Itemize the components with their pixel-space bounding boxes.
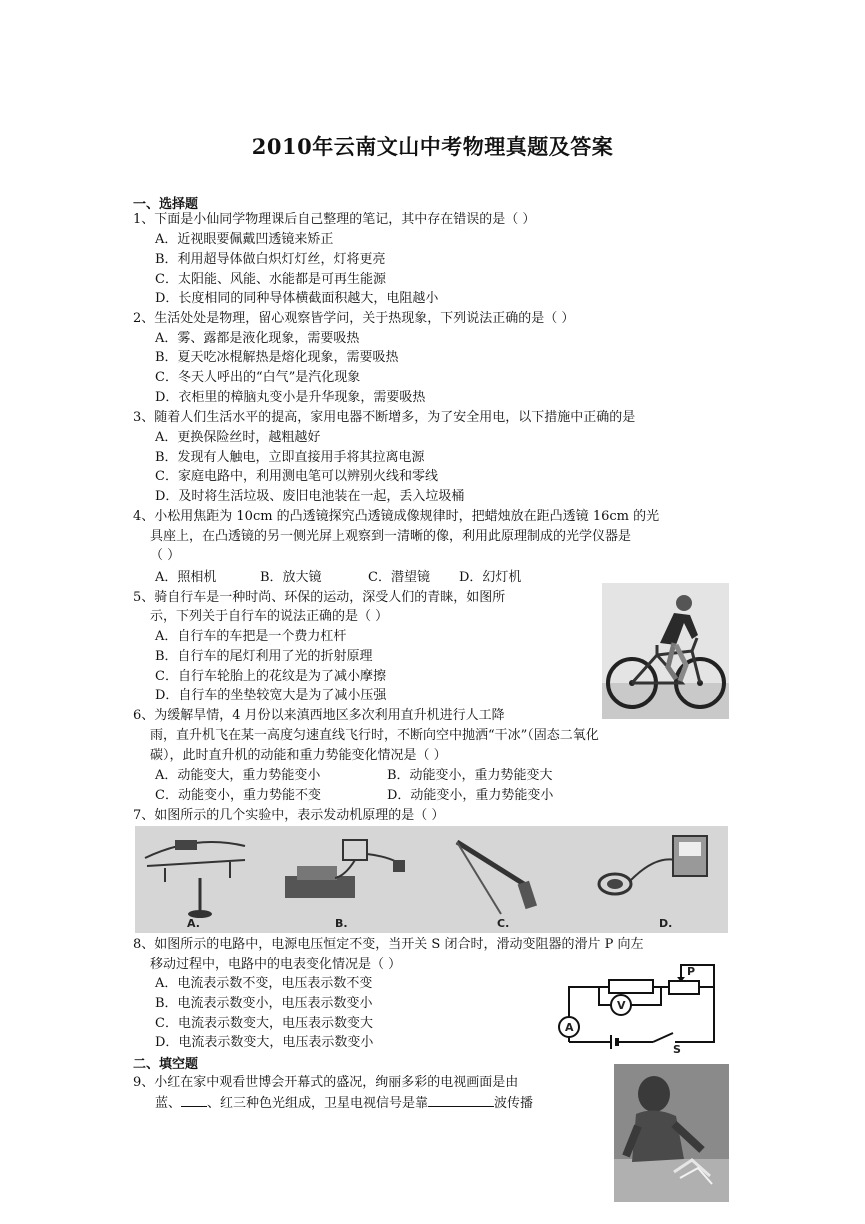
question-9-text-mid: 、红三种色光组成，卫星电视信号是靠: [207, 1096, 429, 1111]
question-4-line-3: （ ）: [150, 548, 181, 563]
circuit-diagram: [549, 957, 729, 1055]
question-6-line-1: 6、为缓解旱情，4 月份以来滇西地区多次利用直升机进行人工降: [133, 708, 505, 723]
experiment-b-label: B.: [335, 917, 348, 930]
question-8-option-c: C．电流表示数变大，电压表示数变大: [155, 1016, 373, 1031]
question-6-line-2: 雨，直升机飞在某一高度匀速直线飞行时，不断向空中抛洒“干冰”（固态二氧化: [150, 728, 599, 743]
question-5-option-a: A．自行车的车把是一个费力杠杆: [155, 629, 347, 644]
question-2-stem: 2、生活处处是物理，留心观察皆学问，关于热现象，下列说法正确的是（ ）: [133, 311, 575, 326]
switch-label: S: [673, 1043, 681, 1055]
section-heading-fill: 二、填空题: [133, 1057, 199, 1072]
question-6-option-c: C．动能变小，重力势能不变: [155, 788, 321, 803]
question-5-line-2: 示，下列关于自行车的说法正确的是（ ）: [150, 609, 389, 624]
answer-blank-1[interactable]: [181, 1093, 207, 1107]
slider-p-label: P: [687, 965, 696, 978]
question-1-stem: 1、下面是小仙同学物理课后自己整理的笔记，其中存在错误的是（ ）: [133, 212, 536, 227]
section-heading-choice: 一、选择题: [133, 197, 199, 212]
question-8-line-1: 8、如图所示的电路中，电源电压恒定不变，当开关 S 闭合时，滑动变阻器的滑片 P 向左: [133, 937, 644, 952]
question-4-line-2: 具座上，在凸透镜的另一侧光屏上观察到一清晰的像，利用此原理制成的光学仪器是: [150, 529, 632, 544]
question-1-option-b: B．利用超导体做白炽灯灯丝，灯将更亮: [155, 252, 386, 267]
experiments-figure: [135, 826, 728, 933]
experiment-d-label: D.: [659, 917, 673, 930]
question-5-option-c: C．自行车轮胎上的花纹是为了减小摩擦: [155, 669, 386, 684]
question-3-option-d: D．及时将生活垃圾、废旧电池装在一起，丢入垃圾桶: [155, 489, 465, 504]
question-1-option-a: A．近视眼要佩戴凹透镜来矫正: [155, 232, 334, 247]
question-3-option-a: A．更换保险丝时，越粗越好: [155, 430, 321, 445]
question-6-option-a: A．动能变大，重力势能变小: [155, 768, 321, 783]
question-8-option-b: B．电流表示数变小，电压表示数变小: [155, 996, 373, 1011]
question-9-text-blue: 蓝、: [155, 1096, 182, 1111]
question-2-option-c: C．冬天人呼出的“白气”是汽化现象: [155, 370, 361, 385]
question-9-line-2: [155, 1093, 533, 1114]
question-9-text-end: 波传播: [494, 1096, 534, 1111]
question-4-line-1: 4、小松用焦距为 10cm 的凸透镜探究凸透镜成像规律时，把蜡烛放在距凸透镜 16cm 的光: [133, 509, 660, 524]
experiment-c-label: C.: [497, 917, 510, 930]
question-3-stem: 3、随着人们生活水平的提高，家用电器不断增多，为了安全用电，以下措施中正确的是: [133, 410, 636, 425]
bicycle-rider-figure: [602, 583, 729, 719]
question-6-line-3: 碳），此时直升机的动能和重力势能变化情况是（ ）: [150, 748, 447, 763]
question-4-option-b: B．放大镜: [260, 570, 322, 585]
fire-making-figure: [614, 1064, 729, 1202]
question-1-option-c: C．太阳能、风能、水能都是可再生能源: [155, 272, 386, 287]
question-5-option-b: B．自行车的尾灯利用了光的折射原理: [155, 649, 373, 664]
question-9-line-1: 9、小红在家中观看世博会开幕式的盛况，绚丽多彩的电视画面是由: [133, 1075, 519, 1090]
question-4-option-a: A．照相机: [155, 570, 217, 585]
resistor-symbol: [609, 980, 653, 993]
question-2-option-a: A．雾、露都是液化现象，需要吸热: [155, 331, 360, 346]
question-6-option-b: B．动能变小，重力势能变大: [387, 768, 553, 783]
question-8-line-2: 移动过程中，电路中的电表变化情况是（ ）: [150, 957, 402, 972]
question-2-option-b: B．夏天吃冰棍解热是熔化现象，需要吸热: [155, 350, 399, 365]
question-5-line-1: 5、骑自行车是一种时尚、环保的运动，深受人们的青睐，如图所: [133, 590, 506, 605]
question-3-option-b: B．发现有人触电，立即直接用手将其拉离电源: [155, 450, 425, 465]
answer-blank-2[interactable]: [428, 1093, 494, 1107]
question-2-option-d: D．衣柜里的樟脑丸变小是升华现象，需要吸热: [155, 390, 426, 405]
question-4-option-c: C．潜望镜: [368, 570, 430, 585]
ammeter-label: A: [565, 1021, 574, 1034]
question-8-option-d: D．电流表示数变大，电压表示数变小: [155, 1035, 374, 1050]
question-8-option-a: A．电流表示数不变，电压表示数不变: [155, 976, 373, 991]
question-4-option-d: D．幻灯机: [459, 570, 522, 585]
experiment-a-label: A.: [187, 917, 200, 930]
voltmeter-label: V: [617, 999, 626, 1012]
question-6-option-d: D．动能变小，重力势能变小: [387, 788, 554, 803]
question-5-option-d: D．自行车的坐垫较宽大是为了减小压强: [155, 688, 387, 703]
question-3-option-c: C．家庭电路中，利用测电笔可以辨别火线和零线: [155, 469, 438, 484]
page-title: 2010年云南文山中考物理真题及答案: [251, 134, 614, 159]
rheostat-symbol: [669, 981, 699, 994]
question-1-option-d: D．长度相同的同种导体横截面积越大，电阻越小: [155, 291, 439, 306]
question-7-stem: 7、如图所示的几个实验中，表示发动机原理的是（ ）: [133, 808, 445, 823]
